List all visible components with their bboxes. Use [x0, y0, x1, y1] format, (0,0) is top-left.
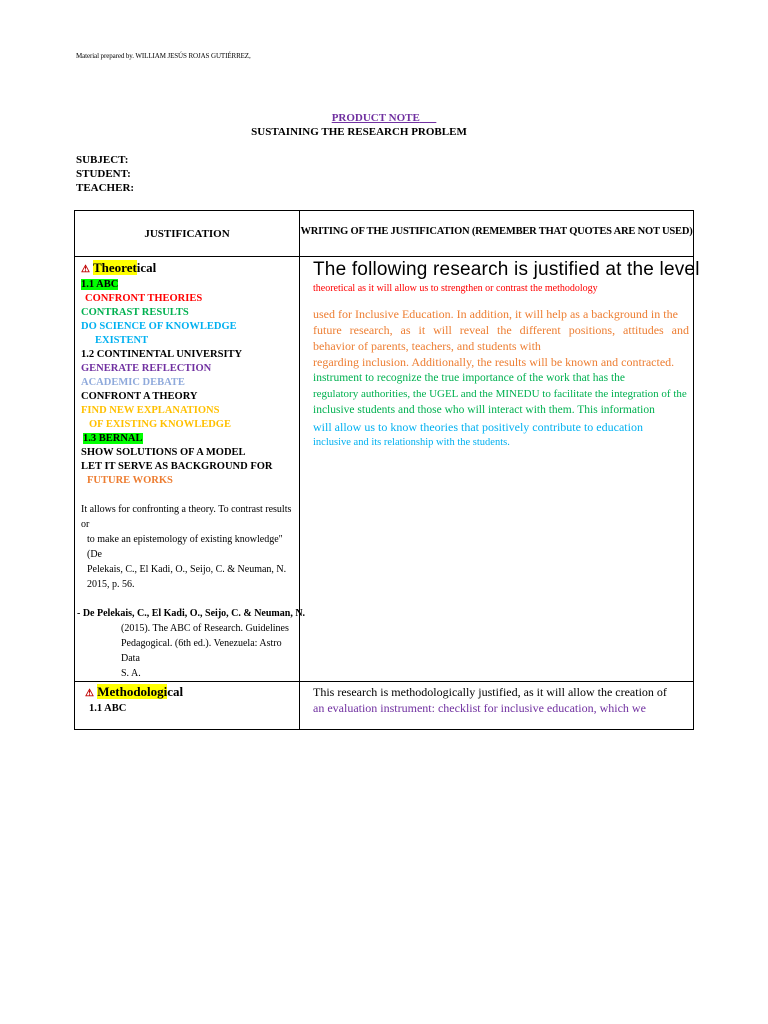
reference-block: [77, 606, 306, 681]
justification-green-line: regulatory authorities, the UGEL and the MINEDU to facilitate the integration of the: [313, 388, 687, 400]
item-existent: EXISTENT: [95, 335, 149, 346]
methodological-writing-cell: [300, 682, 694, 730]
methodological-title-rest: cal: [167, 684, 184, 699]
theoretical-title: [81, 260, 299, 278]
methodological-row: [75, 682, 694, 730]
quote-block: [81, 502, 299, 592]
item-of-existing: OF EXISTING KNOWLEDGE: [89, 419, 231, 430]
item-generate-reflection: GENERATE REFLECTION: [81, 363, 212, 374]
justification-orange-line: used for Inclusive Education. In addition, it will help as a background in the: [313, 307, 678, 321]
theoretical-title-highlight: Theoret: [92, 260, 137, 275]
subject-label: SUBJECT:: [76, 154, 129, 166]
item-abc: 1.1 ABC: [81, 279, 119, 290]
item-contrast-results: CONTRAST RESULTS: [81, 307, 189, 318]
reference-line: (2015). The ABC of Research. Guidelines: [121, 623, 289, 634]
item-confront-a-theory: CONFRONT A THEORY: [81, 391, 198, 402]
item-academic-debate: ACADEMIC DEBATE: [81, 377, 185, 388]
methodological-title: [85, 684, 299, 702]
col1-header: JUSTIFICATION: [144, 228, 230, 240]
quote-line: 2015, p. 56.: [87, 579, 135, 590]
col2-header-cell: [300, 211, 694, 257]
quote-line: It allows for confronting a theory. To contrast results or: [81, 504, 292, 530]
methodological-title-highlight: Methodologi: [97, 684, 168, 699]
methodological-text-black: This research is methodologically justified, as it will allow the creation of: [313, 685, 667, 699]
student-label: STUDENT:: [76, 168, 131, 180]
product-note-heading: [0, 112, 768, 124]
theoretical-cell: [75, 257, 306, 682]
methodological-cell: [75, 682, 300, 730]
reference-line: S. A.: [121, 668, 141, 679]
product-note-label: PRODUCT NOTE: [331, 112, 420, 124]
justification-orange-line: regarding inclusion. Additionally, the results will be known and contracted.: [313, 355, 675, 369]
justification-green-line: instrument to recognize the true importance of the work that has the: [313, 372, 625, 384]
justification-green-line: inclusive students and those who will interact with them. This information: [313, 404, 655, 416]
warning-icon: ⚠: [81, 264, 90, 275]
item-do-science: DO SCIENCE OF KNOWLEDGE: [81, 321, 237, 332]
document-title: SUSTAINING THE RESEARCH PROBLEM: [251, 126, 467, 138]
item-confront-theories: CONFRONT THEORIES: [85, 293, 203, 304]
col1-header-cell: [75, 211, 300, 257]
methodological-text-purple: an evaluation instrument: checklist for inclusive education, which we: [313, 701, 646, 715]
justification-table: [74, 210, 700, 730]
justification-orange-line: future research, as it will reveal the different positions, attitudes and: [313, 323, 689, 337]
justification-red: theoretical as it will allow us to strengthen or contrast the methodology: [313, 283, 598, 294]
table-header-row: [75, 211, 694, 257]
theoretical-row: [75, 257, 694, 682]
justification-orange-line: behavior of parents, teachers, and students with: [313, 339, 541, 353]
theoretical-title-rest: ical: [136, 260, 157, 275]
quote-line: Pelekais, C., El Kadi, O., Seijo, C. & Neuman, N.: [87, 564, 287, 575]
methodological-abc: 1.1 ABC: [89, 703, 127, 714]
col2-header: WRITING OF THE JUSTIFICATION (REMEMBER THAT QUOTES ARE NOT USED): [300, 226, 693, 237]
warning-icon: ⚠: [85, 688, 94, 699]
justification-lead: The following research is justified at the level: [313, 259, 700, 280]
teacher-label: TEACHER:: [76, 182, 135, 194]
item-bernal: 1.3 BERNAL: [83, 433, 143, 444]
reference-line: Pedagogical. (6th ed.). Venezuela: Astro Data: [121, 638, 282, 664]
quote-line: to make an epistemology of existing knowledge" (De: [87, 534, 283, 560]
item-let-it-serve: LET IT SERVE AS BACKGROUND FOR: [81, 461, 273, 472]
item-continental: 1.2 CONTINENTAL UNIVERSITY: [81, 349, 243, 360]
item-show-solutions: SHOW SOLUTIONS OF A MODEL: [81, 447, 246, 458]
item-find-new: FIND NEW EXPLANATIONS: [81, 405, 220, 416]
justification-blue-line: will allow us to know theories that positively contribute to education: [313, 420, 643, 434]
theoretical-writing-cell: [300, 257, 700, 682]
prepared-by: Material prepared by. WILLIAM JESÚS ROJAS GUTIÉRREZ,: [76, 52, 251, 60]
justification-blue-line: inclusive and its relationship with the students.: [313, 437, 510, 448]
reference-line: - De Pelekais, C., El Kadi, O., Seijo, C. & Neuman, N.: [77, 608, 306, 619]
item-future-works: FUTURE WORKS: [87, 475, 173, 486]
